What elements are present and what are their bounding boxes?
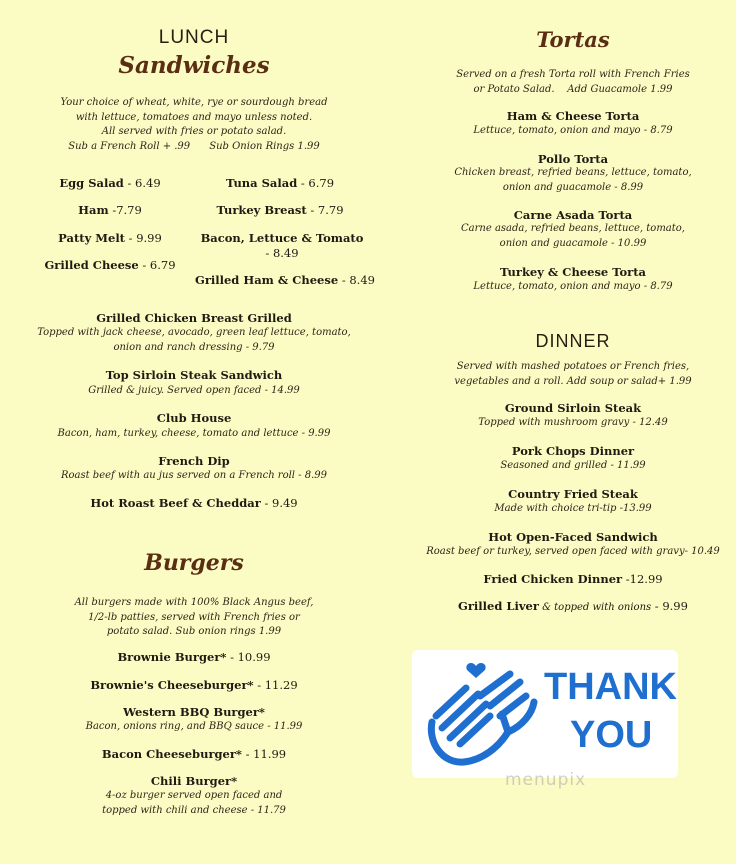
grilled-chicken-desc: Topped with jack cheese, avocado, green leaf lettuce, tomato, onion and ranch dressing - 9.79	[37, 327, 351, 353]
item-grilled-liver: Grilled Liver & topped with onions - 9.99	[458, 599, 688, 613]
item-grilled-ham-cheese: Grilled Ham & Cheese - 8.49	[195, 273, 375, 287]
item-fried-chicken: Fried Chicken Dinner -12.99	[483, 572, 663, 586]
item-bacon-cheeseburger: Bacon Cheeseburger* - 11.99	[101, 747, 287, 761]
item-french-dip: French Dip	[158, 454, 230, 468]
item-grilled-cheese: Grilled Cheese - 6.79	[44, 258, 176, 272]
lunch-label: LUNCH	[158, 27, 230, 48]
country-fried-steak-desc: Made with choice tri-tip -13.99	[494, 503, 652, 514]
item-country-fried-steak: Country Fried Steak	[508, 487, 638, 501]
chili-burger-desc: 4-oz burger served open faced and topped with chili and cheese - 11.79	[102, 790, 286, 816]
item-western-bbq: Western BBQ Burger*	[123, 705, 265, 719]
dinner-label: DINNER	[535, 331, 611, 351]
item-carne-asada-torta: Carne Asada Torta	[513, 208, 633, 222]
pork-chops-desc: Seasoned and grilled - 11.99	[500, 460, 646, 471]
thank-text: THANK	[544, 666, 677, 708]
item-tuna-salad: Tuna Salad - 6.79	[225, 176, 335, 190]
clapping-hands-heart-icon	[418, 656, 548, 774]
burgers-title: Burgers	[144, 550, 244, 576]
item-ham-cheese-torta: Ham & Cheese Torta	[506, 109, 640, 123]
ground-sirloin-desc: Topped with mushroom gravy - 12.49	[478, 417, 668, 428]
item-pollo-torta: Pollo Torta	[537, 152, 609, 166]
watermark: menupix	[505, 770, 587, 790]
tortas-note: Served on a fresh Torta roll with French Fries or Potato Salad. Add Guacamole 1.99	[456, 69, 690, 95]
item-turkey-breast: Turkey Breast - 7.79	[216, 203, 344, 217]
item-brownie-burger: Brownie Burger* - 10.99	[117, 650, 271, 664]
item-pork-chops: Pork Chops Dinner	[511, 444, 635, 458]
sandwiches-title: Sandwiches	[118, 52, 270, 79]
item-ground-sirloin: Ground Sirloin Steak	[504, 401, 642, 415]
item-ham: Ham -7.79	[78, 203, 142, 217]
carne-asada-torta-desc: Carne asada, refried beans, lettuce, tomato, onion and guacamole - 10.99	[461, 223, 685, 249]
hot-open-faced-desc: Roast beef or turkey, served open faced with gravy- 10.49	[426, 546, 720, 557]
thank-you-badge	[412, 650, 678, 778]
item-egg-salad: Egg Salad - 6.49	[59, 176, 161, 190]
ham-cheese-torta-desc: Lettuce, tomato, onion and mayo - 8.79	[473, 125, 673, 136]
french-dip-desc: Roast beef with au jus served on a French roll - 8.99	[60, 470, 328, 481]
tortas-title: Tortas	[536, 27, 610, 52]
item-brownie-cheeseburger: Brownie's Cheeseburger* - 11.29	[90, 678, 298, 692]
dinner-note: Served with mashed potatoes or French fries, vegetables and a roll. Add soup or salad+ 1.99	[454, 361, 692, 387]
item-hot-roast-beef: Hot Roast Beef & Cheddar - 9.49	[90, 496, 298, 510]
top-sirloin-desc: Grilled & juicy. Served open faced - 14.99	[88, 385, 300, 396]
item-top-sirloin: Top Sirloin Steak Sandwich	[105, 368, 283, 382]
turkey-cheese-torta-desc: Lettuce, tomato, onion and mayo - 8.79	[473, 281, 673, 292]
pollo-torta-desc: Chicken breast, refried beans, lettuce, tomato, onion and guacamole - 8.99	[454, 167, 692, 193]
item-club-house: Club House	[156, 411, 232, 425]
you-text: YOU	[570, 714, 653, 756]
item-hot-open-faced: Hot Open-Faced Sandwich	[488, 530, 658, 544]
western-bbq-desc: Bacon, onions ring, and BBQ sauce - 11.99	[85, 721, 303, 732]
burgers-note: All burgers made with 100% Black Angus beef, 1/2-lb patties, served with French fries or potato salad. Sub onion rings 1.99	[74, 597, 314, 637]
club-house-desc: Bacon, ham, turkey, cheese, tomato and lettuce - 9.99	[57, 428, 331, 439]
item-patty-melt: Patty Melt - 9.99	[58, 231, 162, 245]
item-blt: Bacon, Lettuce & Tomato - 8.49	[200, 231, 364, 260]
item-chili-burger: Chili Burger*	[150, 774, 238, 788]
item-grilled-chicken: Grilled Chicken Breast Grilled	[96, 311, 292, 325]
sandwiches-note: Your choice of wheat, white, rye or sourdough bread with lettuce, tomatoes and mayo unless noted. All served with fries or potato salad. Sub a French Roll + .99 Sub Onion Rings 1.99	[60, 97, 328, 152]
item-turkey-cheese-torta: Turkey & Cheese Torta	[500, 265, 646, 279]
